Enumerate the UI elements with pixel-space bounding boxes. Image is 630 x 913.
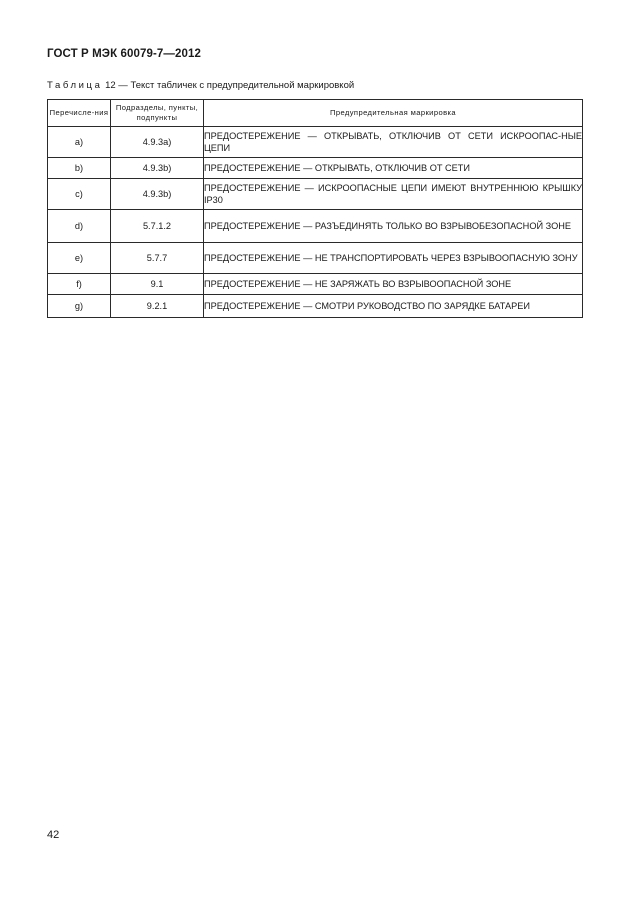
header-enumeration: Перечисле-ния	[48, 100, 111, 127]
table-row	[48, 179, 583, 210]
clause-cell: 4.9.3a)	[111, 127, 204, 158]
marking-cell: ПРЕДОСТЕРЕЖЕНИЕ — СМОТРИ РУКОВОДСТВО ПО ЗАРЯДКЕ БАТАРЕИ	[204, 295, 583, 318]
enum-cell: c)	[48, 179, 111, 210]
table-row	[48, 210, 583, 243]
page-number: 42	[47, 829, 60, 841]
clause-cell: 5.7.7	[111, 243, 204, 274]
warning-marking-table	[47, 99, 583, 318]
table-caption-lead: Таблица	[47, 80, 103, 91]
enum-cell: g)	[48, 295, 111, 318]
table-row	[48, 295, 583, 318]
table-header-row	[48, 100, 583, 127]
enum-cell: f)	[48, 274, 111, 295]
clause-cell: 4.9.3b)	[111, 179, 204, 210]
clause-cell: 9.1	[111, 274, 204, 295]
table-row	[48, 243, 583, 274]
table-caption-text: 12 — Текст табличек с предупредительной маркировкой	[105, 80, 355, 91]
enum-cell: b)	[48, 158, 111, 179]
marking-cell: ПРЕДОСТЕРЕЖЕНИЕ — РАЗЪЕДИНЯТЬ ТОЛЬКО ВО ВЗРЫВОБЕЗОПАСНОЙ ЗОНЕ	[204, 210, 583, 243]
marking-cell: ПРЕДОСТЕРЕЖЕНИЕ — ОТКРЫВАТЬ, ОТКЛЮЧИВ ОТ СЕТИ	[204, 158, 583, 179]
clause-cell: 5.7.1.2	[111, 210, 204, 243]
marking-cell: ПРЕДОСТЕРЕЖЕНИЕ — ИСКРООПАСНЫЕ ЦЕПИ ИМЕЮТ ВНУТРЕННЮЮ КРЫШКУ IP30	[204, 179, 583, 210]
clause-cell: 4.9.3b)	[111, 158, 204, 179]
header-marking: Предупредительная маркировка	[204, 100, 583, 127]
clause-cell: 9.2.1	[111, 295, 204, 318]
marking-cell: ПРЕДОСТЕРЕЖЕНИЕ — ОТКРЫВАТЬ, ОТКЛЮЧИВ ОТ СЕТИ ИСКРООПАС-НЫЕ ЦЕПИ	[204, 127, 583, 158]
enum-cell: e)	[48, 243, 111, 274]
marking-cell: ПРЕДОСТЕРЕЖЕНИЕ — НЕ ЗАРЯЖАТЬ ВО ВЗРЫВООПАСНОЙ ЗОНЕ	[204, 274, 583, 295]
marking-cell: ПРЕДОСТЕРЕЖЕНИЕ — НЕ ТРАНСПОРТИРОВАТЬ ЧЕРЕЗ ВЗРЫВООПАСНУЮ ЗОНУ	[204, 243, 583, 274]
table-row	[48, 274, 583, 295]
header-subsections: Подразделы, пункты, подпункты	[111, 100, 204, 127]
enum-cell: a)	[48, 127, 111, 158]
enum-cell: d)	[48, 210, 111, 243]
table-caption	[47, 80, 354, 91]
table-row	[48, 158, 583, 179]
table-row	[48, 127, 583, 158]
document-header: ГОСТ Р МЭК 60079-7—2012	[47, 48, 201, 60]
